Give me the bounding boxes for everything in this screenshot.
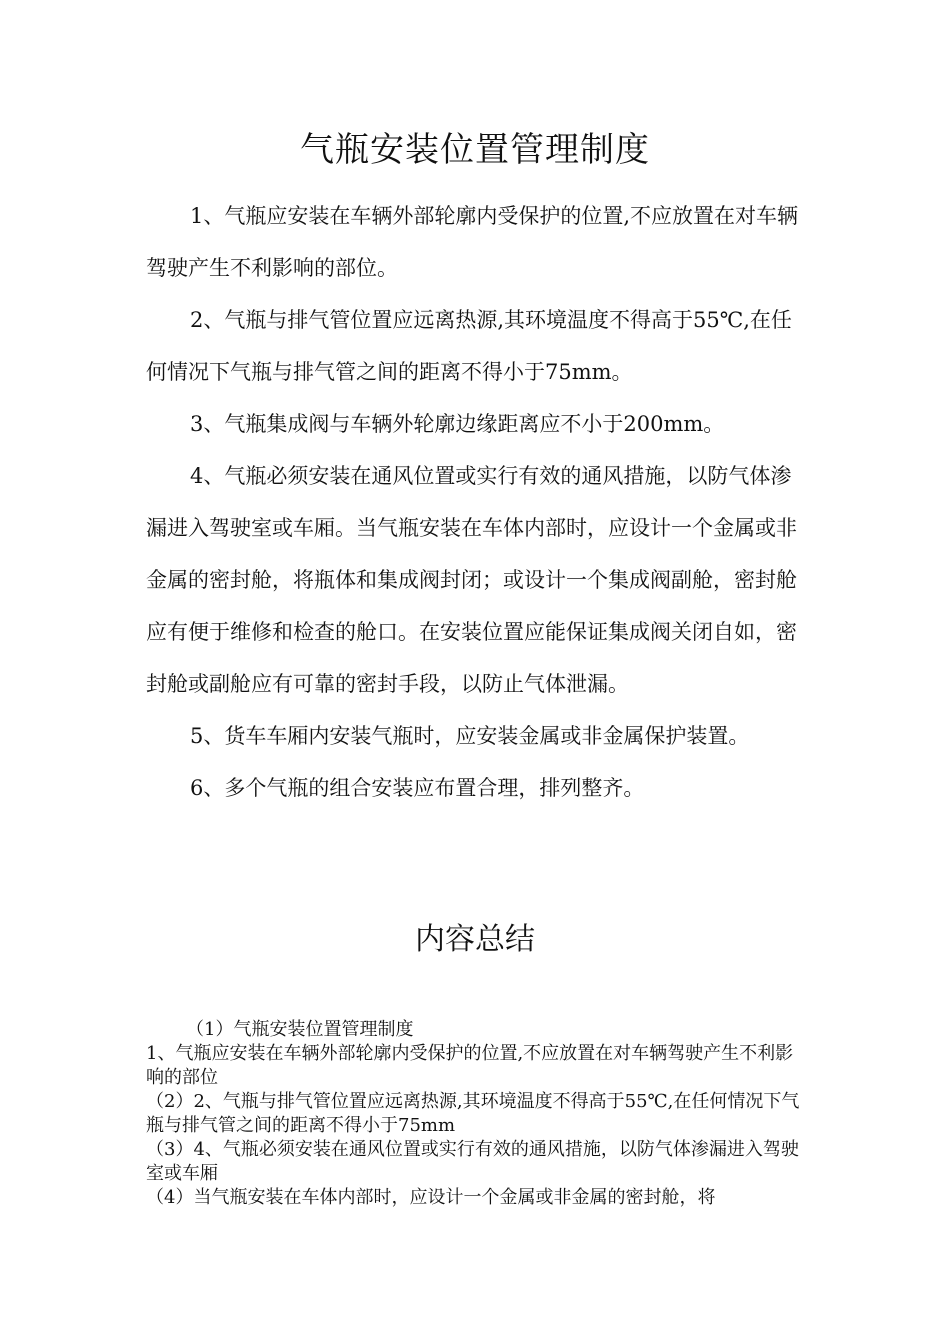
paragraph-2: 2、气瓶与排气管位置应远离热源,其环境温度不得高于55℃,在任何情况下气瓶与排气管之间的距离不得小于75mm。 bbox=[146, 308, 792, 384]
paragraph-1: 1、气瓶应安装在车辆外部轮廓内受保护的位置,不应放置在对车辆驾驶产生不利影响的部位。 bbox=[146, 204, 799, 280]
paragraph-6: 6、多个气瓶的组合安装应布置合理，排列整齐。 bbox=[190, 776, 645, 800]
summary-item-5: （4）当气瓶安装在车体内部时，应设计一个金属或非金属的密封舱，将 bbox=[146, 1187, 716, 1208]
summary-body bbox=[146, 1018, 810, 1210]
paragraph-5: 5、货车车厢内安装气瓶时，应安装金属或非金属保护装置。 bbox=[190, 724, 750, 748]
summary-item-3: （2）2、气瓶与排气管位置应远离热源,其环境温度不得高于55℃,在任何情况下气瓶与排气管之间的距离不得小于75mm bbox=[146, 1091, 800, 1136]
paragraph-3: 3、气瓶集成阀与车辆外轮廓边缘距离应不小于200mm。 bbox=[190, 412, 725, 436]
summary-item-4: （3）4、气瓶必须安装在通风位置或实行有效的通风措施，以防气体渗漏进入驾驶室或车厢 bbox=[146, 1139, 799, 1184]
document-title: 气瓶安装位置管理制度 bbox=[300, 130, 650, 170]
summary-item-1: （1）气瓶安装位置管理制度 bbox=[186, 1019, 414, 1040]
summary-title: 内容总结 bbox=[415, 922, 535, 957]
paragraph-4: 4、气瓶必须安装在通风位置或实行有效的通风措施，以防气体渗漏进入驾驶室或车厢。当气瓶安装在车体内部时，应设计一个金属或非金属的密封舱，将瓶体和集成阀封闭；或设计一个集成阀副舱，密封舱应有便于维修和检查的舱口。在安装位置应能保证集成阀关闭自如，密封舱或副舱应有可靠的密封手段，以防止气体泄漏。 bbox=[146, 464, 797, 696]
document-body bbox=[146, 190, 806, 814]
summary-item-2: 1、气瓶应安装在车辆外部轮廓内受保护的位置,不应放置在对车辆驾驶产生不利影响的部位 bbox=[146, 1043, 794, 1088]
